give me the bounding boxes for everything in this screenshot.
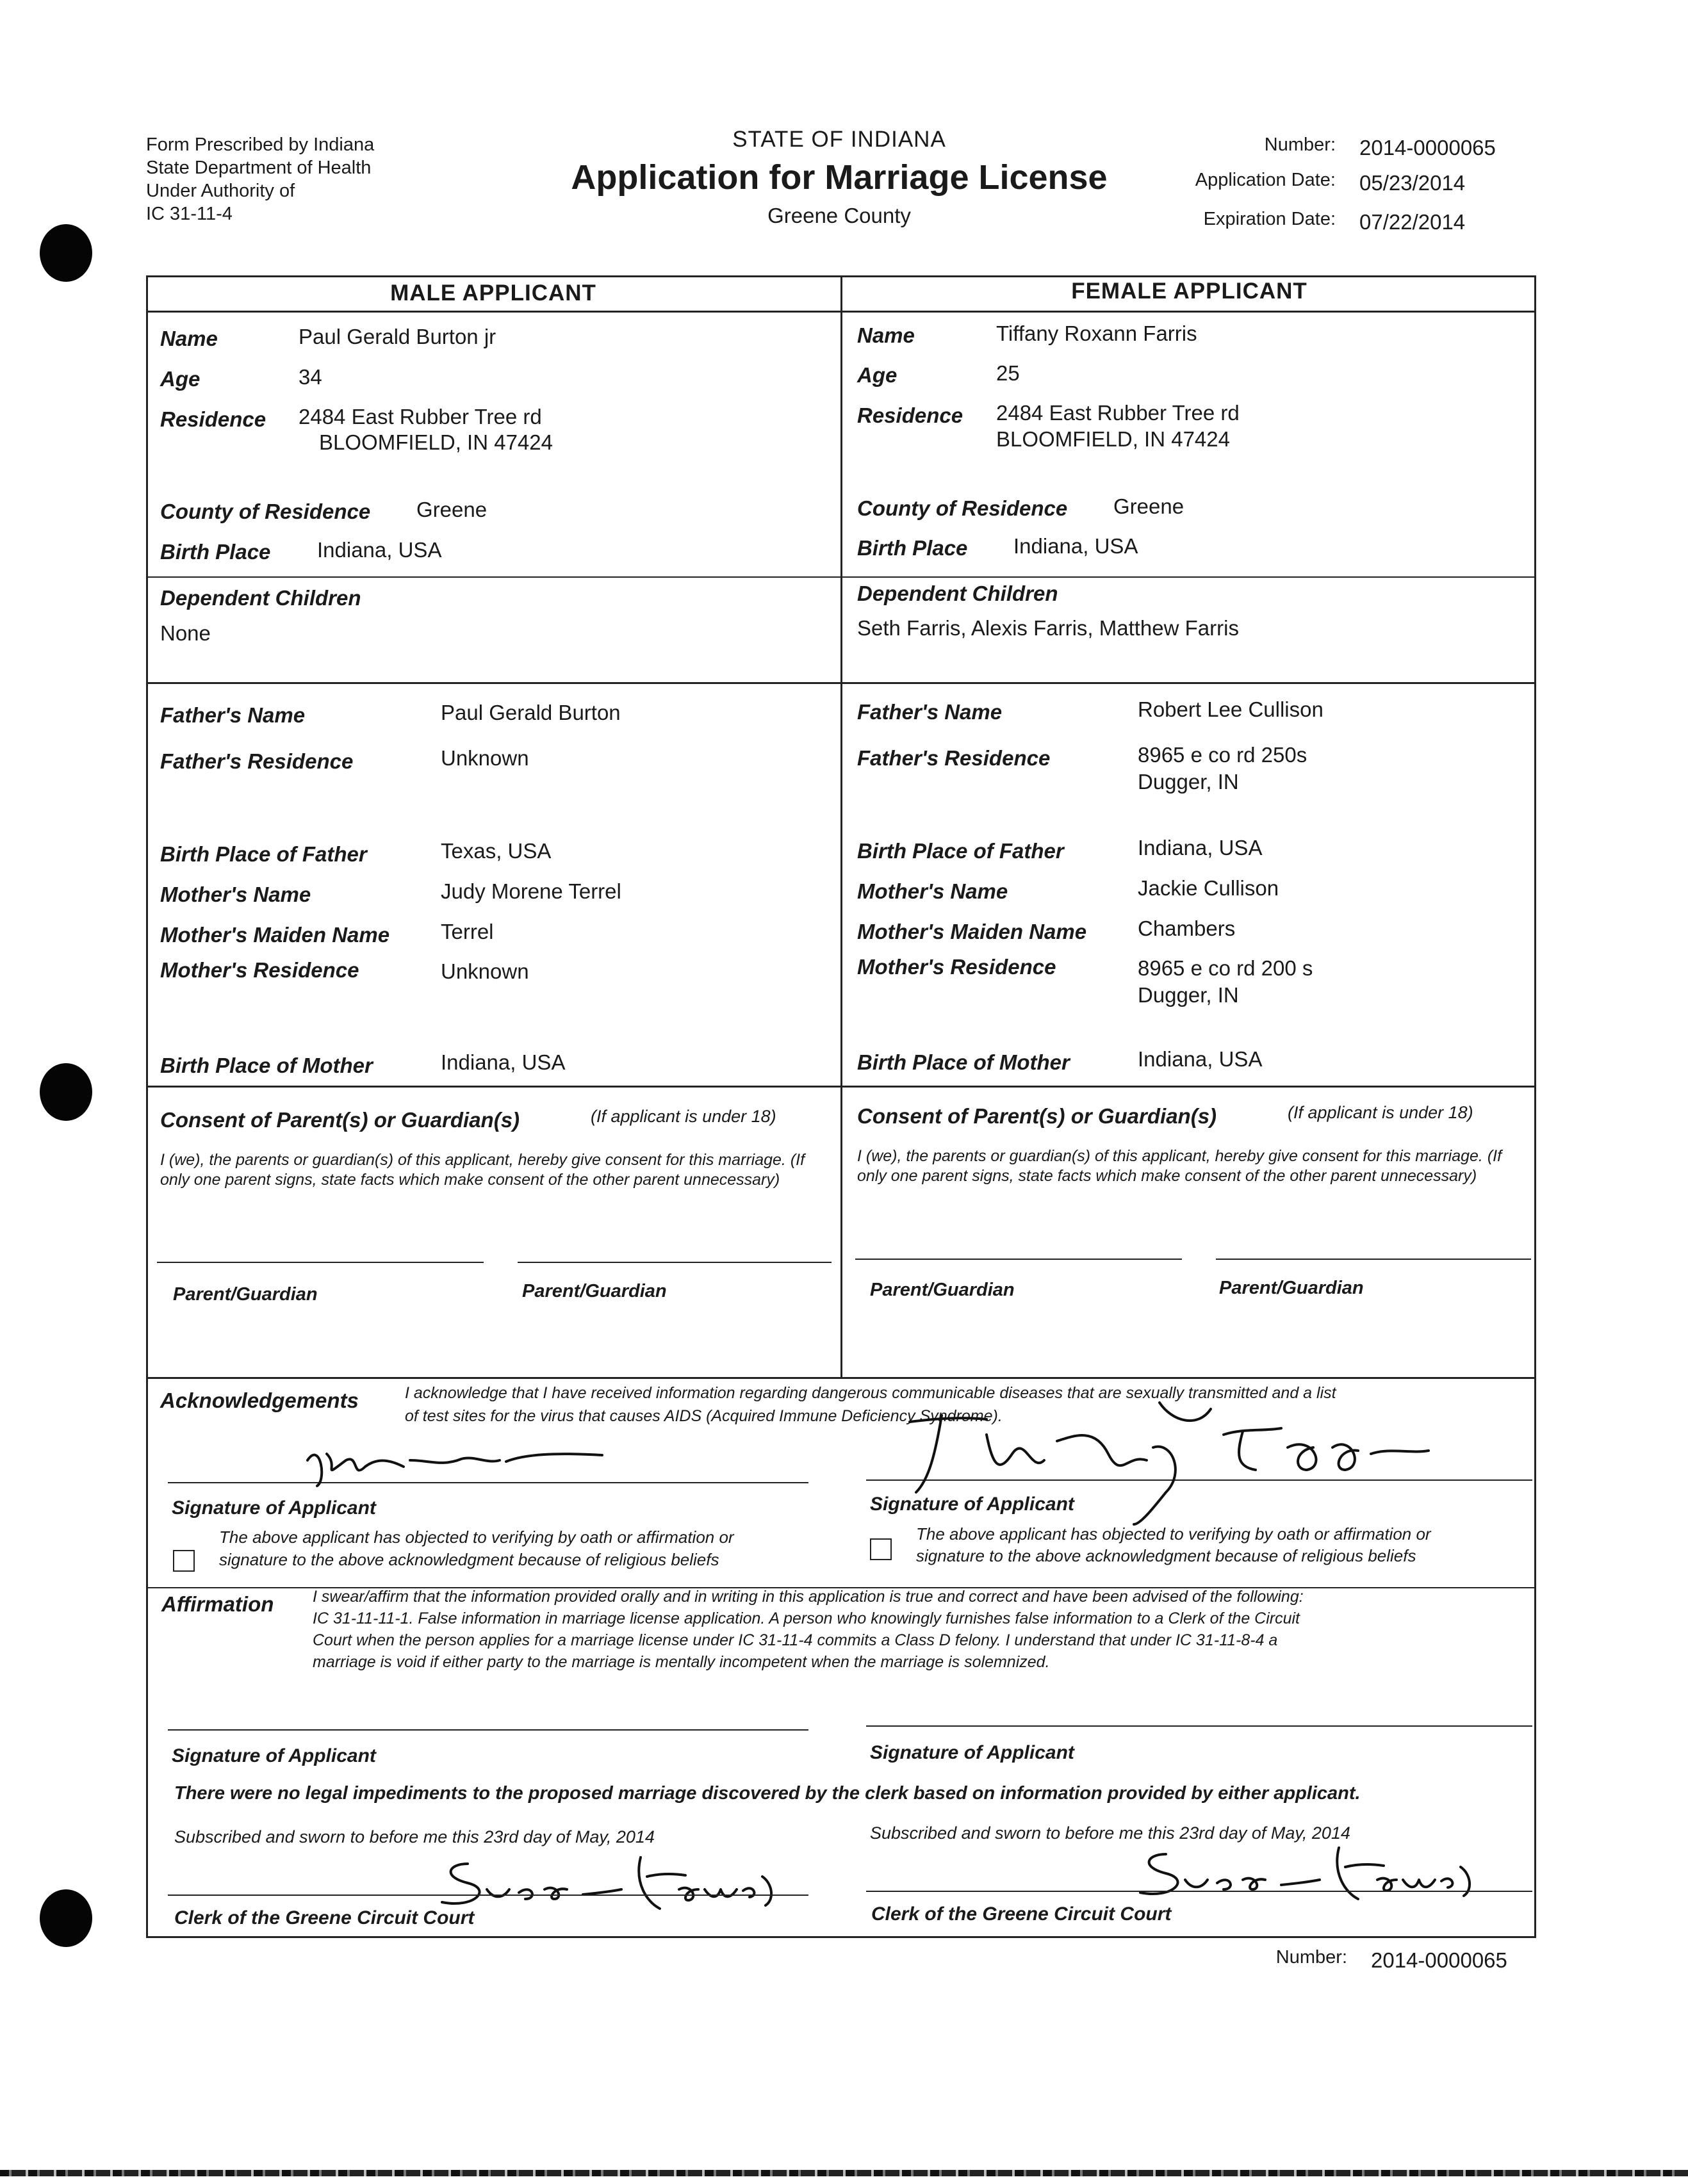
divider — [146, 1086, 1536, 1088]
male-age: 34 — [299, 365, 322, 389]
male-father-birth-label: Birth Place of Father — [160, 842, 367, 866]
app-date-value: 05/23/2014 — [1359, 171, 1466, 195]
male-sworn-statement: Subscribed and sworn to before me this 23rd day of May, 2014 — [174, 1827, 655, 1846]
male-mother-name-label: Mother's Name — [160, 883, 311, 906]
county-name: Greene County — [767, 204, 911, 227]
female-residence-label: Residence — [857, 403, 963, 427]
male-birthplace: Indiana, USA — [317, 538, 442, 562]
female-mother-birth-label: Birth Place of Mother — [857, 1050, 1070, 1074]
number-label: Number: — [1264, 134, 1336, 155]
female-consent-note: (If applicant is under 18) — [1288, 1103, 1473, 1122]
male-applicant-signature — [282, 1422, 615, 1492]
male-birthplace-label: Birth Place — [160, 540, 271, 564]
exp-date-label: Expiration Date: — [1203, 209, 1336, 229]
signature-line — [866, 1725, 1532, 1727]
acknowledgement-text-2: of test sites for the virus that causes AIDS (Acquired Immune Deficiency Syndrome). — [405, 1407, 1003, 1425]
female-clerk-signature — [1127, 1829, 1486, 1912]
female-father-name-label: Father's Name — [857, 700, 1003, 724]
signature-line — [866, 1891, 1532, 1892]
female-father-residence-label: Father's Residence — [857, 746, 1051, 770]
male-mother-name: Judy Morene Terrel — [441, 879, 621, 903]
female-name-label: Name — [857, 323, 915, 347]
female-consent-title: Consent of Parent(s) or Guardian(s) — [857, 1104, 1217, 1128]
male-mother-residence-label: Mother's Residence — [160, 958, 359, 982]
authority-line: Under Authority of — [146, 181, 295, 201]
female-acknowledgement-signature-label: Signature of Applicant — [870, 1494, 1074, 1515]
number-value: 2014-0000065 — [1359, 136, 1496, 159]
male-mother-birth-label: Birth Place of Mother — [160, 1054, 373, 1077]
male-parent-guardian-2: Parent/Guardian — [522, 1281, 667, 1301]
male-mother-maiden: Terrel — [441, 920, 494, 943]
female-affirmation-signature-label: Signature of Applicant — [870, 1742, 1074, 1763]
authority-line: IC 31-11-4 — [146, 204, 233, 224]
affirmation-line: IC 31-11-11-1. False information in marriage license application. A person who knowingly furnishes false information to a Clerk of the Circuit — [313, 1609, 1300, 1627]
female-mother-maiden: Chambers — [1138, 917, 1236, 940]
female-sworn-statement: Subscribed and sworn to before me this 23rd day of May, 2014 — [870, 1823, 1350, 1843]
exp-date-value: 07/22/2014 — [1359, 210, 1466, 234]
female-county-label: County of Residence — [857, 496, 1068, 520]
female-birthplace: Indiana, USA — [1013, 534, 1138, 558]
male-mother-birth: Indiana, USA — [441, 1050, 566, 1074]
state-name: STATE OF INDIANA — [732, 127, 946, 152]
female-dependents: Seth Farris, Alexis Farris, Matthew Farris — [857, 616, 1239, 640]
female-mother-birth: Indiana, USA — [1138, 1047, 1263, 1071]
no-impediments-notice: There were no legal impediments to the proposed marriage discovered by the clerk based on information provided by either applicant. — [174, 1783, 1361, 1804]
male-dependents: None — [160, 621, 211, 645]
male-consent-title: Consent of Parent(s) or Guardian(s) — [160, 1108, 520, 1132]
authority-line: State Department of Health — [146, 158, 372, 178]
male-heading: MALE APPLICANT — [390, 281, 596, 306]
male-clerk-signature — [429, 1838, 788, 1921]
female-mother-name: Jackie Cullison — [1138, 876, 1279, 900]
affirmation-line: I swear/affirm that the information provided orally and in writing in this application is true and correct and have been advised of the following: — [313, 1588, 1304, 1606]
female-dependents-label: Dependent Children — [857, 582, 1058, 605]
female-objection-text-2: signature to the above acknowledgment because of religious beliefs — [916, 1546, 1416, 1565]
female-birthplace-label: Birth Place — [857, 536, 968, 560]
female-mother-residence-line1: 8965 e co rd 200 s — [1138, 956, 1313, 980]
female-residence-line2: BLOOMFIELD, IN 47424 — [996, 427, 1230, 451]
punch-hole-top — [40, 224, 92, 282]
scan-edge-artifact — [0, 2170, 1688, 2176]
female-parent-guardian-2: Parent/Guardian — [1219, 1278, 1364, 1298]
male-mother-maiden-label: Mother's Maiden Name — [160, 923, 390, 947]
form-authority — [146, 133, 466, 225]
male-residence-label: Residence — [160, 407, 266, 431]
male-parent-guardian-1: Parent/Guardian — [173, 1284, 318, 1305]
female-father-name: Robert Lee Cullison — [1138, 697, 1323, 721]
app-date-label: Application Date: — [1195, 170, 1336, 190]
female-father-residence-line2: Dugger, IN — [1138, 770, 1239, 794]
page-title: Application for Marriage License — [571, 158, 1108, 197]
male-residence-line1: 2484 East Rubber Tree rd — [299, 405, 542, 428]
male-residence-line2: BLOOMFIELD, IN 47424 — [319, 430, 553, 454]
female-clerk-label: Clerk of the Greene Circuit Court — [871, 1903, 1172, 1925]
female-father-birth: Indiana, USA — [1138, 836, 1263, 860]
male-name: Paul Gerald Burton jr — [299, 325, 496, 348]
female-father-birth-label: Birth Place of Father — [857, 839, 1064, 863]
footer-number-label: Number: — [1275, 1947, 1347, 1968]
female-mother-maiden-label: Mother's Maiden Name — [857, 920, 1087, 943]
divider — [146, 1377, 1536, 1379]
signature-line — [168, 1895, 808, 1896]
male-affirmation-signature-label: Signature of Applicant — [172, 1745, 376, 1766]
footer-number-value: 2014-0000065 — [1371, 1948, 1507, 1972]
authority-line: Form Prescribed by Indiana — [146, 134, 375, 155]
male-county-label: County of Residence — [160, 500, 371, 523]
male-consent-note: (If applicant is under 18) — [591, 1107, 776, 1126]
divider — [146, 576, 1536, 578]
acknowledgement-text-1: I acknowledge that I have received information regarding dangerous communicable diseases that are sexually transmitted and a list — [405, 1384, 1336, 1402]
male-county: Greene — [416, 498, 488, 521]
signature-line — [1216, 1259, 1531, 1260]
male-clerk-label: Clerk of the Greene Circuit Court — [174, 1907, 475, 1928]
female-name: Tiffany Roxann Farris — [996, 322, 1197, 345]
male-objection-text-1: The above applicant has objected to verifying by oath or affirmation or — [219, 1528, 734, 1547]
female-mother-name-label: Mother's Name — [857, 879, 1008, 903]
signature-line — [157, 1262, 484, 1263]
male-age-label: Age — [160, 367, 201, 391]
female-religious-objection-checkbox[interactable] — [870, 1538, 892, 1560]
affirmation-title: Affirmation — [161, 1592, 274, 1616]
male-objection-text-2: signature to the above acknowledgment because of religious beliefs — [219, 1550, 719, 1569]
male-name-label: Name — [160, 327, 218, 350]
female-mother-residence-line2: Dugger, IN — [1138, 983, 1239, 1007]
male-father-residence-label: Father's Residence — [160, 749, 354, 773]
male-religious-objection-checkbox[interactable] — [173, 1550, 195, 1572]
punch-hole-middle — [40, 1063, 92, 1121]
female-age-label: Age — [857, 363, 897, 387]
female-residence-line1: 2484 East Rubber Tree rd — [996, 401, 1240, 425]
signature-line — [855, 1259, 1182, 1260]
signature-line — [168, 1729, 808, 1731]
female-father-residence-line1: 8965 e co rd 250s — [1138, 743, 1307, 767]
male-consent-text: I (we), the parents or guardian(s) of this applicant, hereby give consent for this marriage. (If only one parent signs, state facts which make consent of the other parent unnecessary) — [160, 1151, 805, 1189]
male-mother-residence-line1: Unknown — [441, 959, 529, 983]
male-father-name: Paul Gerald Burton — [441, 701, 621, 724]
female-consent-text: I (we), the parents or guardian(s) of this applicant, hereby give consent for this marriage. (If only one parent signs, state facts which make consent of the other parent unnecessary) — [857, 1147, 1502, 1185]
divider — [146, 682, 1536, 684]
female-mother-residence-label: Mother's Residence — [857, 955, 1056, 979]
male-acknowledgement-signature-label: Signature of Applicant — [172, 1497, 376, 1519]
male-dependents-label: Dependent Children — [160, 586, 361, 610]
affirmation-line: Court when the person applies for a marriage license under IC 31-11-4 commits a Class D felony. I understand that under IC 31-11-8-4 a — [313, 1631, 1278, 1649]
female-parent-guardian-1: Parent/Guardian — [870, 1280, 1015, 1300]
male-father-birth: Texas, USA — [441, 839, 552, 863]
female-heading: FEMALE APPLICANT — [1071, 279, 1307, 304]
punch-hole-bottom — [40, 1889, 92, 1947]
divider — [840, 275, 842, 1377]
female-age: 25 — [996, 361, 1020, 385]
signature-line — [518, 1262, 832, 1263]
male-father-residence-line1: Unknown — [441, 746, 529, 770]
acknowledgements-title: Acknowledgements — [160, 1389, 359, 1412]
affirmation-line: marriage is void if either party to the marriage is mentally incompetent when the marriage is solemnized. — [313, 1653, 1050, 1671]
female-county: Greene — [1113, 494, 1184, 518]
male-father-name-label: Father's Name — [160, 703, 306, 727]
female-objection-text-1: The above applicant has objected to verifying by oath or affirmation or — [916, 1524, 1431, 1544]
form-header — [487, 127, 1192, 228]
